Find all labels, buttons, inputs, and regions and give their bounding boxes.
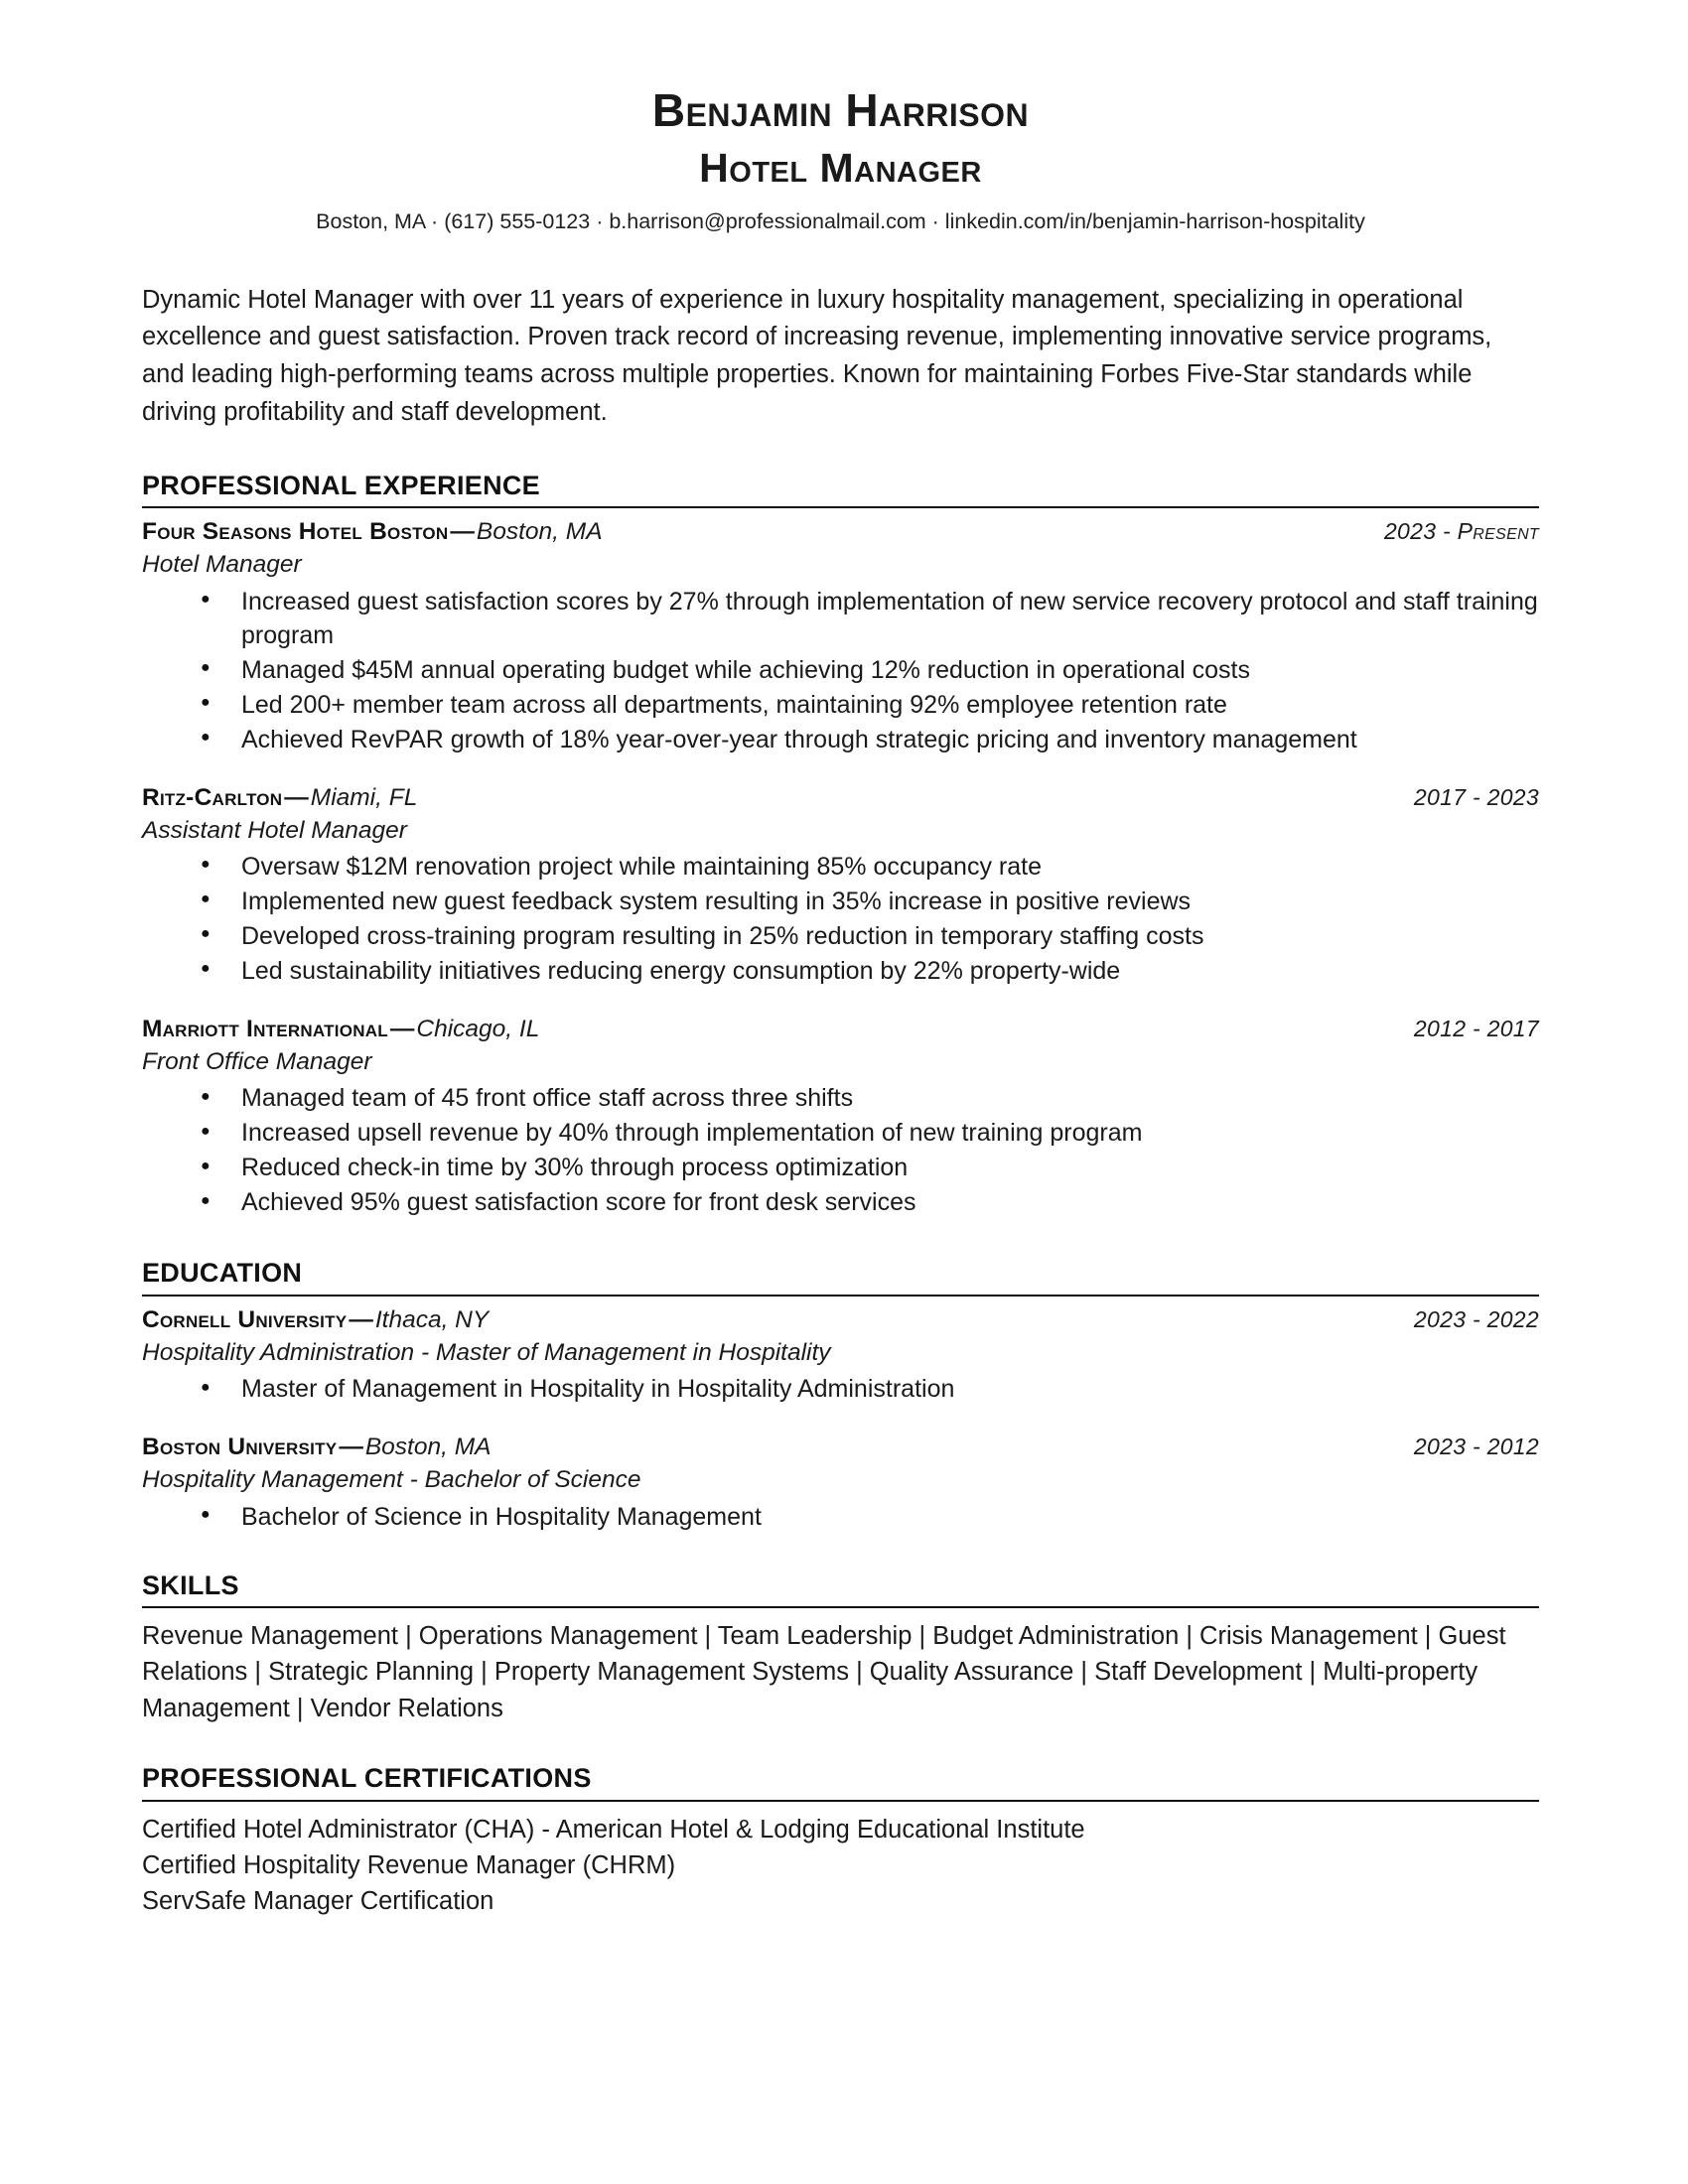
education-entry bbox=[142, 1306, 1539, 1406]
entry-header bbox=[142, 1306, 1539, 1334]
bullet-item: ● Implemented new guest feedback system resulting in 35% increase in positive reviews bbox=[142, 885, 1539, 918]
entry-organization: Cornell University bbox=[142, 1305, 348, 1333]
entry-bullet-list bbox=[142, 1081, 1539, 1219]
entry-organization: Boston University bbox=[142, 1433, 338, 1461]
bullet-item: ● Developed cross-training program resulting in 25% reduction in temporary staffing costs bbox=[142, 919, 1539, 953]
entry-role: Assistant Hotel Manager bbox=[142, 816, 407, 844]
entry-dates: 2023 - 2022 bbox=[1413, 1305, 1539, 1332]
entry-dates: 2023 - Present bbox=[1383, 518, 1539, 545]
bullet-item: ● Increased upsell revenue by 40% through implementation of new training program bbox=[142, 1116, 1539, 1150]
resume-header bbox=[142, 85, 1539, 236]
entry-org-group bbox=[142, 518, 603, 546]
experience-entry bbox=[142, 518, 1539, 755]
entry-role: Front Office Manager bbox=[142, 1047, 372, 1075]
contact-line: Boston, MA · (617) 555-0123 · b.harrison@professionalmail.com · linkedin.com/in/benjamin-harrison-hospitality bbox=[316, 208, 1365, 233]
entry-bullet-list bbox=[142, 1372, 1539, 1406]
candidate-name: Benjamin Harrison bbox=[651, 84, 1030, 136]
entry-bullet-list bbox=[142, 850, 1539, 988]
section-divider bbox=[142, 1606, 1539, 1608]
entry-bullet-list bbox=[142, 1500, 1539, 1534]
entry-org-group bbox=[142, 1433, 491, 1461]
bullet-item: ● Achieved RevPAR growth of 18% year-over-year through strategic pricing and inventory management bbox=[142, 723, 1539, 756]
entry-header bbox=[142, 1016, 1539, 1043]
section-experience bbox=[142, 472, 1539, 1220]
entry-org-group bbox=[142, 1306, 489, 1334]
bullet-item: ● Reduced check-in time by 30% through process optimization bbox=[142, 1151, 1539, 1184]
education-entry bbox=[142, 1433, 1539, 1533]
entry-organization: Marriott International bbox=[142, 1015, 388, 1042]
experience-entry bbox=[142, 784, 1539, 988]
section-title-education: EDUCATION bbox=[142, 1258, 303, 1289]
certification-item: Certified Hotel Administrator (CHA) - American Hotel & Lodging Educational Institute bbox=[142, 1815, 1085, 1843]
entry-separator: — bbox=[339, 1433, 363, 1461]
section-divider bbox=[142, 506, 1539, 508]
certification-item: ServSafe Manager Certification bbox=[142, 1886, 494, 1915]
entry-dates: 2017 - 2023 bbox=[1413, 783, 1539, 810]
entry-header bbox=[142, 784, 1539, 812]
entry-location: Chicago, IL bbox=[416, 1015, 540, 1042]
entry-org-group bbox=[142, 784, 417, 812]
entry-org-group bbox=[142, 1016, 539, 1043]
entry-degree: Hospitality Administration - Master of Management in Hospitality bbox=[142, 1338, 831, 1366]
section-education bbox=[142, 1259, 1539, 1533]
section-title-certifications: PROFESSIONAL CERTIFICATIONS bbox=[142, 1762, 592, 1793]
entry-separator: — bbox=[389, 1015, 415, 1042]
candidate-job-title: Hotel Manager bbox=[699, 144, 982, 191]
entry-degree: Hospitality Management - Bachelor of Science bbox=[142, 1466, 641, 1494]
professional-summary: Dynamic Hotel Manager with over 11 years of experience in luxury hospitality management, specializing in operational excellence and guest satisfaction. Proven track record of increasing revenue, implementing innovative service programs, and leading high-performing teams across multiple properties. Known for maintaining Forbes Five-Star standards while driving profitability and staff development. bbox=[142, 285, 1492, 426]
entry-role: Hotel Manager bbox=[142, 551, 302, 579]
entry-header bbox=[142, 1433, 1539, 1461]
section-title-experience: PROFESSIONAL EXPERIENCE bbox=[142, 470, 540, 500]
bullet-item: ● Led 200+ member team across all departments, maintaining 92% employee retention rate bbox=[142, 688, 1539, 722]
entry-location: Boston, MA bbox=[476, 518, 603, 546]
experience-entry bbox=[142, 1016, 1539, 1219]
entry-bullet-list bbox=[142, 585, 1539, 756]
section-title-skills: SKILLS bbox=[142, 1570, 239, 1600]
bullet-item: ● Led sustainability initiatives reducing energy consumption by 22% property-wide bbox=[142, 954, 1539, 988]
entry-dates: 2023 - 2012 bbox=[1413, 1433, 1539, 1460]
entry-location: Boston, MA bbox=[364, 1433, 492, 1461]
entry-organization: Four Seasons Hotel Boston bbox=[142, 518, 449, 546]
entry-separator: — bbox=[284, 783, 309, 811]
entry-location: Miami, FL bbox=[310, 783, 418, 811]
entry-separator: — bbox=[349, 1305, 373, 1333]
bullet-item: ● Bachelor of Science in Hospitality Management bbox=[142, 1500, 1539, 1534]
bullet-item: ● Managed team of 45 front office staff across three shifts bbox=[142, 1081, 1539, 1115]
entry-location: Ithaca, NY bbox=[374, 1305, 490, 1333]
section-divider bbox=[142, 1295, 1539, 1297]
certification-item: Certified Hospitality Revenue Manager (CHRM) bbox=[142, 1850, 676, 1879]
section-certifications bbox=[142, 1764, 1539, 1919]
entry-dates: 2012 - 2017 bbox=[1413, 1015, 1539, 1041]
section-divider bbox=[142, 1800, 1539, 1802]
bullet-item: ● Achieved 95% guest satisfaction score for front desk services bbox=[142, 1185, 1539, 1219]
section-skills bbox=[142, 1571, 1539, 1726]
entry-separator: — bbox=[450, 518, 475, 546]
entry-header bbox=[142, 518, 1539, 546]
entry-organization: Ritz-Carlton bbox=[142, 783, 283, 811]
bullet-item: ● Managed $45M annual operating budget while achieving 12% reduction in operational costs bbox=[142, 653, 1539, 687]
bullet-item: ● Increased guest satisfaction scores by 27% through implementation of new service recovery protocol and staff training program bbox=[142, 585, 1539, 652]
skills-list: Revenue Management | Operations Management | Team Leadership | Budget Administration | Crisis Management | Guest Relations | Strategic Planning | Property Management Systems | Quality Assurance | Staff Development | Multi-property Management | Vendor Relations bbox=[142, 1622, 1506, 1722]
bullet-item: ● Master of Management in Hospitality in Hospitality Administration bbox=[142, 1372, 1539, 1406]
bullet-item: ● Oversaw $12M renovation project while maintaining 85% occupancy rate bbox=[142, 850, 1539, 884]
